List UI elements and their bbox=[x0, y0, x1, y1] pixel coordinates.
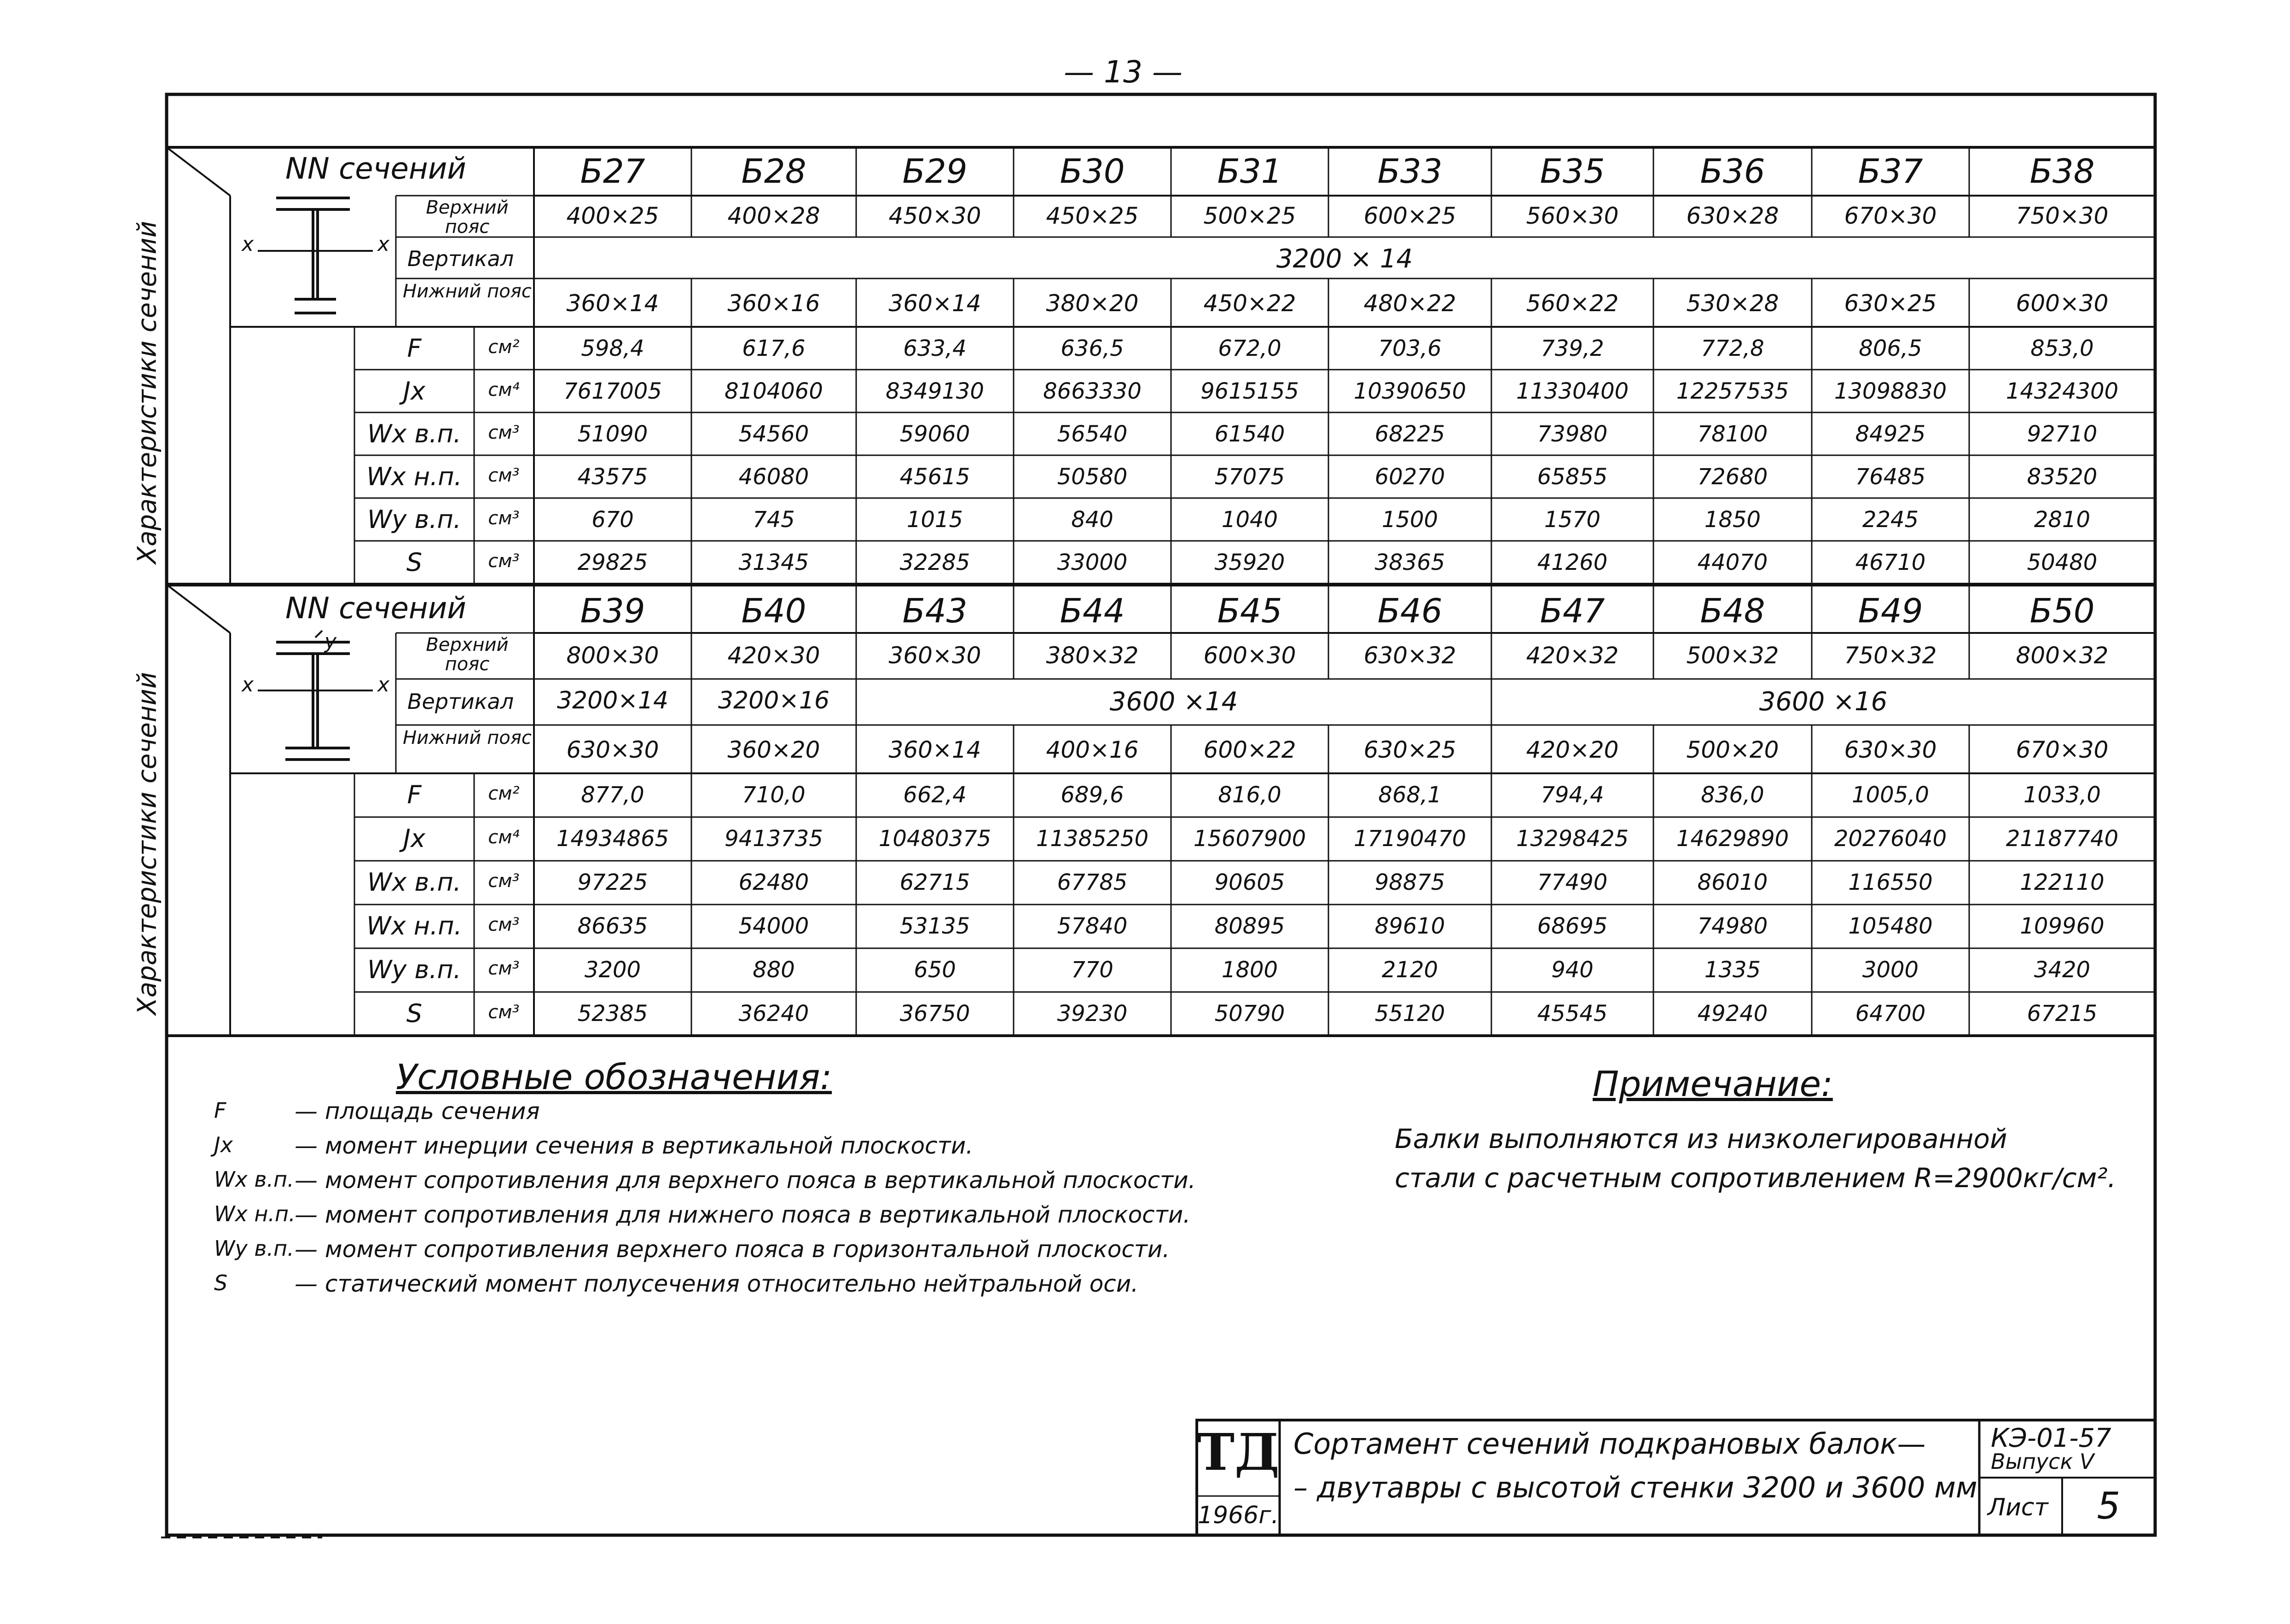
table-cell: 62480 bbox=[738, 870, 809, 895]
table-cell: 72680 bbox=[1697, 464, 1768, 490]
table-cell: 940 bbox=[1551, 957, 1594, 983]
bottom-flange-cell: 500×20 bbox=[1686, 737, 1779, 763]
i-beam-icon bbox=[258, 631, 373, 760]
top-flange-cell: 500×25 bbox=[1203, 203, 1296, 229]
table-cell: 15607900 bbox=[1193, 826, 1306, 852]
table-cell: 1850 bbox=[1704, 507, 1761, 533]
page-number: — 13 — bbox=[1064, 54, 1183, 90]
table-cell: 84925 bbox=[1855, 421, 1926, 447]
section-number-cell: Б39 bbox=[580, 592, 645, 630]
section-number-cell: Б36 bbox=[1700, 152, 1765, 191]
table-cell: 53135 bbox=[899, 913, 970, 939]
row-symbol: Jx bbox=[403, 377, 425, 406]
table-cell: 67215 bbox=[2027, 1001, 2098, 1027]
top-flange-cell: 380×32 bbox=[1046, 642, 1139, 669]
table-cell: 68225 bbox=[1374, 421, 1445, 447]
web-merged-value: 3600 ×14 bbox=[1109, 687, 1238, 717]
row-symbol: Wx в.п. bbox=[367, 419, 461, 448]
bottom-flange-cell: 560×22 bbox=[1526, 290, 1619, 317]
row-unit: см⁴ bbox=[488, 827, 520, 848]
table-cell: 8349130 bbox=[886, 378, 984, 404]
top-flange-cell: 800×30 bbox=[566, 642, 659, 669]
section-number-cell: Б28 bbox=[741, 152, 806, 191]
section-number-cell: Б27 bbox=[580, 152, 645, 191]
table-cell: 1335 bbox=[1704, 957, 1761, 983]
bottom-flange-cell: 360×14 bbox=[566, 290, 659, 317]
legend-text: — статический момент полусечения относительно нейтральной оси. bbox=[295, 1270, 1139, 1297]
web-label: Вертикал bbox=[407, 689, 514, 714]
table-cell: 14934865 bbox=[556, 826, 669, 852]
table1-header-label: NN сечений bbox=[285, 152, 466, 186]
table-cell: 56540 bbox=[1057, 421, 1128, 447]
table-cell: 78100 bbox=[1697, 421, 1768, 447]
table-cell: 41260 bbox=[1537, 550, 1608, 575]
row-symbol: F bbox=[407, 780, 422, 809]
table-cell: 8663330 bbox=[1043, 378, 1142, 404]
row-symbol: Wx н.п. bbox=[366, 462, 462, 491]
axis-x-label: x bbox=[242, 232, 254, 256]
row-symbol: Wx н.п. bbox=[366, 911, 462, 940]
top-flange-cell: 750×30 bbox=[2016, 203, 2109, 229]
axis-x-label: x bbox=[242, 673, 254, 696]
stamp-code: КЭ-01-57 bbox=[1991, 1423, 2111, 1453]
table-cell: 21187740 bbox=[2006, 826, 2119, 852]
row-unit: см³ bbox=[488, 870, 520, 892]
table-cell: 73980 bbox=[1537, 421, 1608, 447]
table-cell: 36750 bbox=[899, 1001, 970, 1027]
table-cell: 9413735 bbox=[725, 826, 823, 852]
legend-text: — момент сопротивления для нижнего пояса в вертикальной плоскости. bbox=[295, 1201, 1191, 1228]
bottom-flange-label: Нижний пояс bbox=[403, 281, 532, 302]
note-line-2: стали с расчетным сопротивлением R=2900кг/см². bbox=[1395, 1162, 2116, 1194]
table-cell: 806,5 bbox=[1859, 336, 1922, 361]
table-cell: 83520 bbox=[2027, 464, 2098, 490]
legend-text: — момент сопротивления верхнего пояса в горизонтальной плоскости. bbox=[295, 1236, 1170, 1263]
web-merged-value: 3600 ×16 bbox=[1759, 687, 1888, 717]
top-flange-cell: 400×28 bbox=[727, 203, 820, 229]
table-cell: 9615155 bbox=[1200, 378, 1299, 404]
table-cell: 650 bbox=[914, 957, 956, 983]
table-cell: 672,0 bbox=[1218, 336, 1281, 361]
bottom-flange-cell: 600×22 bbox=[1203, 737, 1296, 763]
table-cell: 68695 bbox=[1537, 913, 1608, 939]
row-symbol: Jx bbox=[403, 824, 425, 853]
table-cell: 598,4 bbox=[581, 336, 644, 361]
table-cell: 50790 bbox=[1214, 1001, 1285, 1027]
table-cell: 50580 bbox=[1057, 464, 1128, 490]
top-flange-cell: 630×28 bbox=[1686, 203, 1779, 229]
table-cell: 31345 bbox=[738, 550, 809, 575]
bottom-flange-cell: 380×20 bbox=[1046, 290, 1139, 317]
stamp-logo: ТД bbox=[1197, 1422, 1280, 1482]
side-label-table2: Характеристики сечений bbox=[132, 672, 162, 1015]
table-cell: 13098830 bbox=[1834, 378, 1947, 404]
row-unit: см³ bbox=[488, 551, 520, 572]
top-flange-cell: 400×25 bbox=[566, 203, 659, 229]
stamp-title-line-1: Сортамент сечений подкрановых балок— bbox=[1293, 1427, 1926, 1461]
table-cell: 10480375 bbox=[878, 826, 991, 852]
row-symbol: S bbox=[406, 548, 423, 577]
table-cell: 65855 bbox=[1537, 464, 1608, 490]
section-number-cell: Б33 bbox=[1377, 152, 1443, 191]
legend-symbol: Wx в.п. bbox=[214, 1167, 294, 1192]
web-merged-value: 3200×16 bbox=[718, 687, 830, 714]
axis-x-label: x bbox=[377, 673, 390, 696]
row-unit: см³ bbox=[488, 422, 520, 443]
table-cell: 109960 bbox=[2020, 913, 2104, 939]
section-number-cell: Б43 bbox=[902, 592, 968, 630]
table-cell: 868,1 bbox=[1378, 782, 1442, 808]
table-cell: 633,4 bbox=[903, 336, 967, 361]
section-number-cell: Б30 bbox=[1060, 152, 1125, 191]
table-cell: 44070 bbox=[1697, 550, 1768, 575]
legend-symbol: Wx н.п. bbox=[214, 1201, 296, 1226]
table-cell: 60270 bbox=[1374, 464, 1445, 490]
row-symbol: Wy в.п. bbox=[367, 505, 461, 534]
table-cell: 38365 bbox=[1374, 550, 1445, 575]
table-cell: 45545 bbox=[1537, 1001, 1608, 1027]
section-number-cell: Б48 bbox=[1700, 592, 1765, 630]
table-cell: 794,4 bbox=[1541, 782, 1604, 808]
bottom-flange-cell: 630×25 bbox=[1363, 737, 1456, 763]
row-symbol: Wy в.п. bbox=[367, 955, 461, 984]
table-cell: 67785 bbox=[1057, 870, 1128, 895]
section-number-cell: Б50 bbox=[2029, 592, 2095, 630]
table-cell: 57840 bbox=[1057, 913, 1128, 939]
top-flange-cell: 420×30 bbox=[727, 642, 820, 669]
note-line-1: Балки выполняются из низколегированной bbox=[1395, 1123, 2007, 1154]
table-cell: 55120 bbox=[1374, 1001, 1445, 1027]
table-cell: 43575 bbox=[577, 464, 648, 490]
table-cell: 703,6 bbox=[1378, 336, 1442, 361]
row-unit: см³ bbox=[488, 958, 520, 979]
table-cell: 57075 bbox=[1214, 464, 1285, 490]
row-symbol: S bbox=[406, 999, 423, 1028]
top-flange-cell: 420×32 bbox=[1526, 642, 1619, 669]
bottom-flange-cell: 530×28 bbox=[1686, 290, 1779, 317]
web-merged-value: 3200×14 bbox=[557, 687, 669, 714]
bottom-flange-cell: 360×14 bbox=[888, 737, 981, 763]
bottom-flange-cell: 360×20 bbox=[727, 737, 820, 763]
legend-text: — момент инерции сечения в вертикальной плоскости. bbox=[295, 1132, 974, 1159]
table-cell: 853,0 bbox=[2030, 336, 2094, 361]
stamp-issue: Выпуск V bbox=[1991, 1449, 2094, 1474]
table-cell: 64700 bbox=[1855, 1001, 1926, 1027]
table-cell: 3000 bbox=[1862, 957, 1919, 983]
table-cell: 617,6 bbox=[742, 336, 806, 361]
table2-header-label: NN сечений bbox=[285, 592, 466, 626]
bottom-flange-cell: 630×30 bbox=[1844, 737, 1937, 763]
table-cell: 3420 bbox=[2034, 957, 2091, 983]
section-number-cell: Б31 bbox=[1217, 152, 1282, 191]
bottom-flange-cell: 630×30 bbox=[566, 737, 659, 763]
table-cell: 745 bbox=[753, 507, 795, 533]
row-unit: см² bbox=[488, 336, 520, 358]
section-number-cell: Б29 bbox=[902, 152, 968, 191]
row-unit: см³ bbox=[488, 465, 520, 486]
legend-symbol: Wy в.п. bbox=[214, 1236, 294, 1261]
table-cell: 74980 bbox=[1697, 913, 1768, 939]
table-cell: 877,0 bbox=[581, 782, 644, 808]
table-cell: 36240 bbox=[738, 1001, 809, 1027]
row-unit: см³ bbox=[488, 508, 520, 529]
web-merged-value: 3200 × 14 bbox=[1276, 244, 1413, 274]
bottom-flange-cell: 670×30 bbox=[2016, 737, 2109, 763]
table-cell: 1005,0 bbox=[1852, 782, 1929, 808]
top-flange-cell: 450×25 bbox=[1046, 203, 1139, 229]
table-cell: 46080 bbox=[738, 464, 809, 490]
table-cell: 49240 bbox=[1697, 1001, 1768, 1027]
side-label-table1: Характеристики сечений bbox=[132, 220, 162, 564]
top-flange-cell: 750×32 bbox=[1844, 642, 1937, 669]
table-cell: 86635 bbox=[577, 913, 648, 939]
row-unit: см³ bbox=[488, 1002, 520, 1023]
top-flange-cell: 600×30 bbox=[1203, 642, 1296, 669]
legend-text: — площадь сечения bbox=[295, 1098, 540, 1125]
table-cell: 772,8 bbox=[1701, 336, 1764, 361]
table-cell: 710,0 bbox=[742, 782, 806, 808]
table-cell: 32285 bbox=[899, 550, 970, 575]
table-cell: 689,6 bbox=[1061, 782, 1124, 808]
top-flange-cell: 450×30 bbox=[888, 203, 981, 229]
table-cell: 2245 bbox=[1862, 507, 1919, 533]
section-number-cell: Б44 bbox=[1060, 592, 1125, 630]
bottom-flange-cell: 630×25 bbox=[1844, 290, 1937, 317]
row-symbol: Wx в.п. bbox=[367, 868, 461, 897]
table-cell: 1015 bbox=[906, 507, 963, 533]
bottom-flange-cell: 420×20 bbox=[1526, 737, 1619, 763]
stamp-year: 1966г. bbox=[1197, 1502, 1279, 1529]
row-unit: см² bbox=[488, 783, 520, 804]
table-cell: 1040 bbox=[1221, 507, 1278, 533]
table-cell: 33000 bbox=[1057, 550, 1128, 575]
table-cell: 14629890 bbox=[1676, 826, 1789, 852]
table-cell: 51090 bbox=[577, 421, 648, 447]
table-cell: 61540 bbox=[1214, 421, 1285, 447]
legend-symbol: F bbox=[214, 1098, 226, 1123]
section-number-cell: Б35 bbox=[1540, 152, 1605, 191]
top-flange-cell: 630×32 bbox=[1363, 642, 1456, 669]
top-flange-label: Верхний пояс bbox=[426, 197, 509, 238]
legend-title: Условные обозначения: bbox=[396, 1056, 832, 1097]
table-cell: 39230 bbox=[1057, 1001, 1128, 1027]
table-cell: 77490 bbox=[1537, 870, 1608, 895]
table-cell: 52385 bbox=[577, 1001, 648, 1027]
row-symbol: F bbox=[407, 334, 422, 363]
bottom-flange-label: Нижний пояс bbox=[403, 727, 532, 748]
section-number-cell: Б40 bbox=[741, 592, 806, 630]
section-number-cell: Б37 bbox=[1858, 152, 1923, 191]
web-label: Вертикал bbox=[407, 246, 514, 271]
table-cell: 59060 bbox=[899, 421, 970, 447]
i-beam-icon bbox=[258, 198, 373, 313]
legend-symbol: S bbox=[214, 1270, 228, 1295]
section-number-cell: Б45 bbox=[1217, 592, 1282, 630]
table-cell: 670 bbox=[591, 507, 634, 533]
table-cell: 29825 bbox=[577, 550, 648, 575]
table-cell: 62715 bbox=[899, 870, 970, 895]
table-cell: 11330400 bbox=[1516, 378, 1629, 404]
row-unit: см⁴ bbox=[488, 379, 520, 400]
top-flange-label: Верхний пояс bbox=[426, 634, 509, 675]
bottom-flange-cell: 480×22 bbox=[1363, 290, 1456, 317]
top-flange-cell: 560×30 bbox=[1526, 203, 1619, 229]
table-cell: 7617005 bbox=[563, 378, 662, 404]
table-cell: 116550 bbox=[1848, 870, 1933, 895]
axis-x-label: x bbox=[377, 232, 390, 256]
table-cell: 50480 bbox=[2027, 550, 2098, 575]
stamp-title-line-2: – двутавры с высотой стенки 3200 и 3600 мм bbox=[1293, 1471, 1977, 1504]
table-cell: 13298425 bbox=[1516, 826, 1629, 852]
table-cell: 11385250 bbox=[1036, 826, 1149, 852]
bottom-flange-cell: 600×30 bbox=[2016, 290, 2109, 317]
table-cell: 816,0 bbox=[1218, 782, 1281, 808]
table-cell: 14324300 bbox=[2006, 378, 2119, 404]
section-number-cell: Б49 bbox=[1858, 592, 1923, 630]
axis-y-label: y bbox=[325, 630, 337, 653]
table-cell: 89610 bbox=[1374, 913, 1445, 939]
table-cell: 46710 bbox=[1855, 550, 1926, 575]
section-number-cell: Б47 bbox=[1540, 592, 1605, 630]
top-flange-cell: 500×32 bbox=[1686, 642, 1779, 669]
table-cell: 1570 bbox=[1544, 507, 1601, 533]
bottom-flange-cell: 450×22 bbox=[1203, 290, 1296, 317]
table-cell: 35920 bbox=[1214, 550, 1285, 575]
legend-text: — момент сопротивления для верхнего пояса в вертикальной плоскости. bbox=[295, 1167, 1196, 1194]
table-cell: 3200 bbox=[584, 957, 641, 983]
table-cell: 54560 bbox=[738, 421, 809, 447]
stamp-sheet-number: 5 bbox=[2097, 1485, 2121, 1527]
top-flange-cell: 670×30 bbox=[1844, 203, 1937, 229]
table-cell: 92710 bbox=[2027, 421, 2098, 447]
table-cell: 8104060 bbox=[725, 378, 823, 404]
section-number-cell: Б38 bbox=[2029, 152, 2095, 191]
table-cell: 662,4 bbox=[903, 782, 967, 808]
top-flange-cell: 800×32 bbox=[2016, 642, 2109, 669]
table-cell: 10390650 bbox=[1353, 378, 1467, 404]
table-cell: 636,5 bbox=[1061, 336, 1124, 361]
bottom-flange-cell: 400×16 bbox=[1046, 737, 1139, 763]
table-cell: 76485 bbox=[1855, 464, 1926, 490]
table-cell: 2810 bbox=[2034, 507, 2091, 533]
table-cell: 98875 bbox=[1374, 870, 1445, 895]
note-title: Примечание: bbox=[1593, 1063, 1833, 1104]
table-cell: 1800 bbox=[1221, 957, 1278, 983]
table-cell: 2120 bbox=[1381, 957, 1438, 983]
row-unit: см³ bbox=[488, 914, 520, 935]
table-cell: 12257535 bbox=[1676, 378, 1789, 404]
table-cell: 840 bbox=[1071, 507, 1113, 533]
top-flange-cell: 600×25 bbox=[1363, 203, 1456, 229]
table-cell: 97225 bbox=[577, 870, 648, 895]
table-cell: 770 bbox=[1071, 957, 1113, 983]
table-cell: 739,2 bbox=[1541, 336, 1604, 361]
table-cell: 1033,0 bbox=[2023, 782, 2101, 808]
bottom-flange-cell: 360×14 bbox=[888, 290, 981, 317]
legend-symbol: Jx bbox=[214, 1132, 233, 1157]
table-cell: 17190470 bbox=[1353, 826, 1467, 852]
table-cell: 880 bbox=[753, 957, 795, 983]
table-cell: 836,0 bbox=[1701, 782, 1764, 808]
bottom-flange-cell: 360×16 bbox=[727, 290, 820, 317]
table-cell: 20276040 bbox=[1834, 826, 1947, 852]
top-flange-cell: 360×30 bbox=[888, 642, 981, 669]
table-cell: 105480 bbox=[1848, 913, 1933, 939]
table-cell: 1500 bbox=[1381, 507, 1438, 533]
section-number-cell: Б46 bbox=[1377, 592, 1443, 630]
stamp-sheet-label: Лист bbox=[1988, 1494, 2048, 1521]
table-cell: 54000 bbox=[738, 913, 809, 939]
table-cell: 45615 bbox=[899, 464, 970, 490]
table-cell: 80895 bbox=[1214, 913, 1285, 939]
table-cell: 122110 bbox=[2020, 870, 2104, 895]
table-cell: 90605 bbox=[1214, 870, 1285, 895]
table-cell: 86010 bbox=[1697, 870, 1768, 895]
